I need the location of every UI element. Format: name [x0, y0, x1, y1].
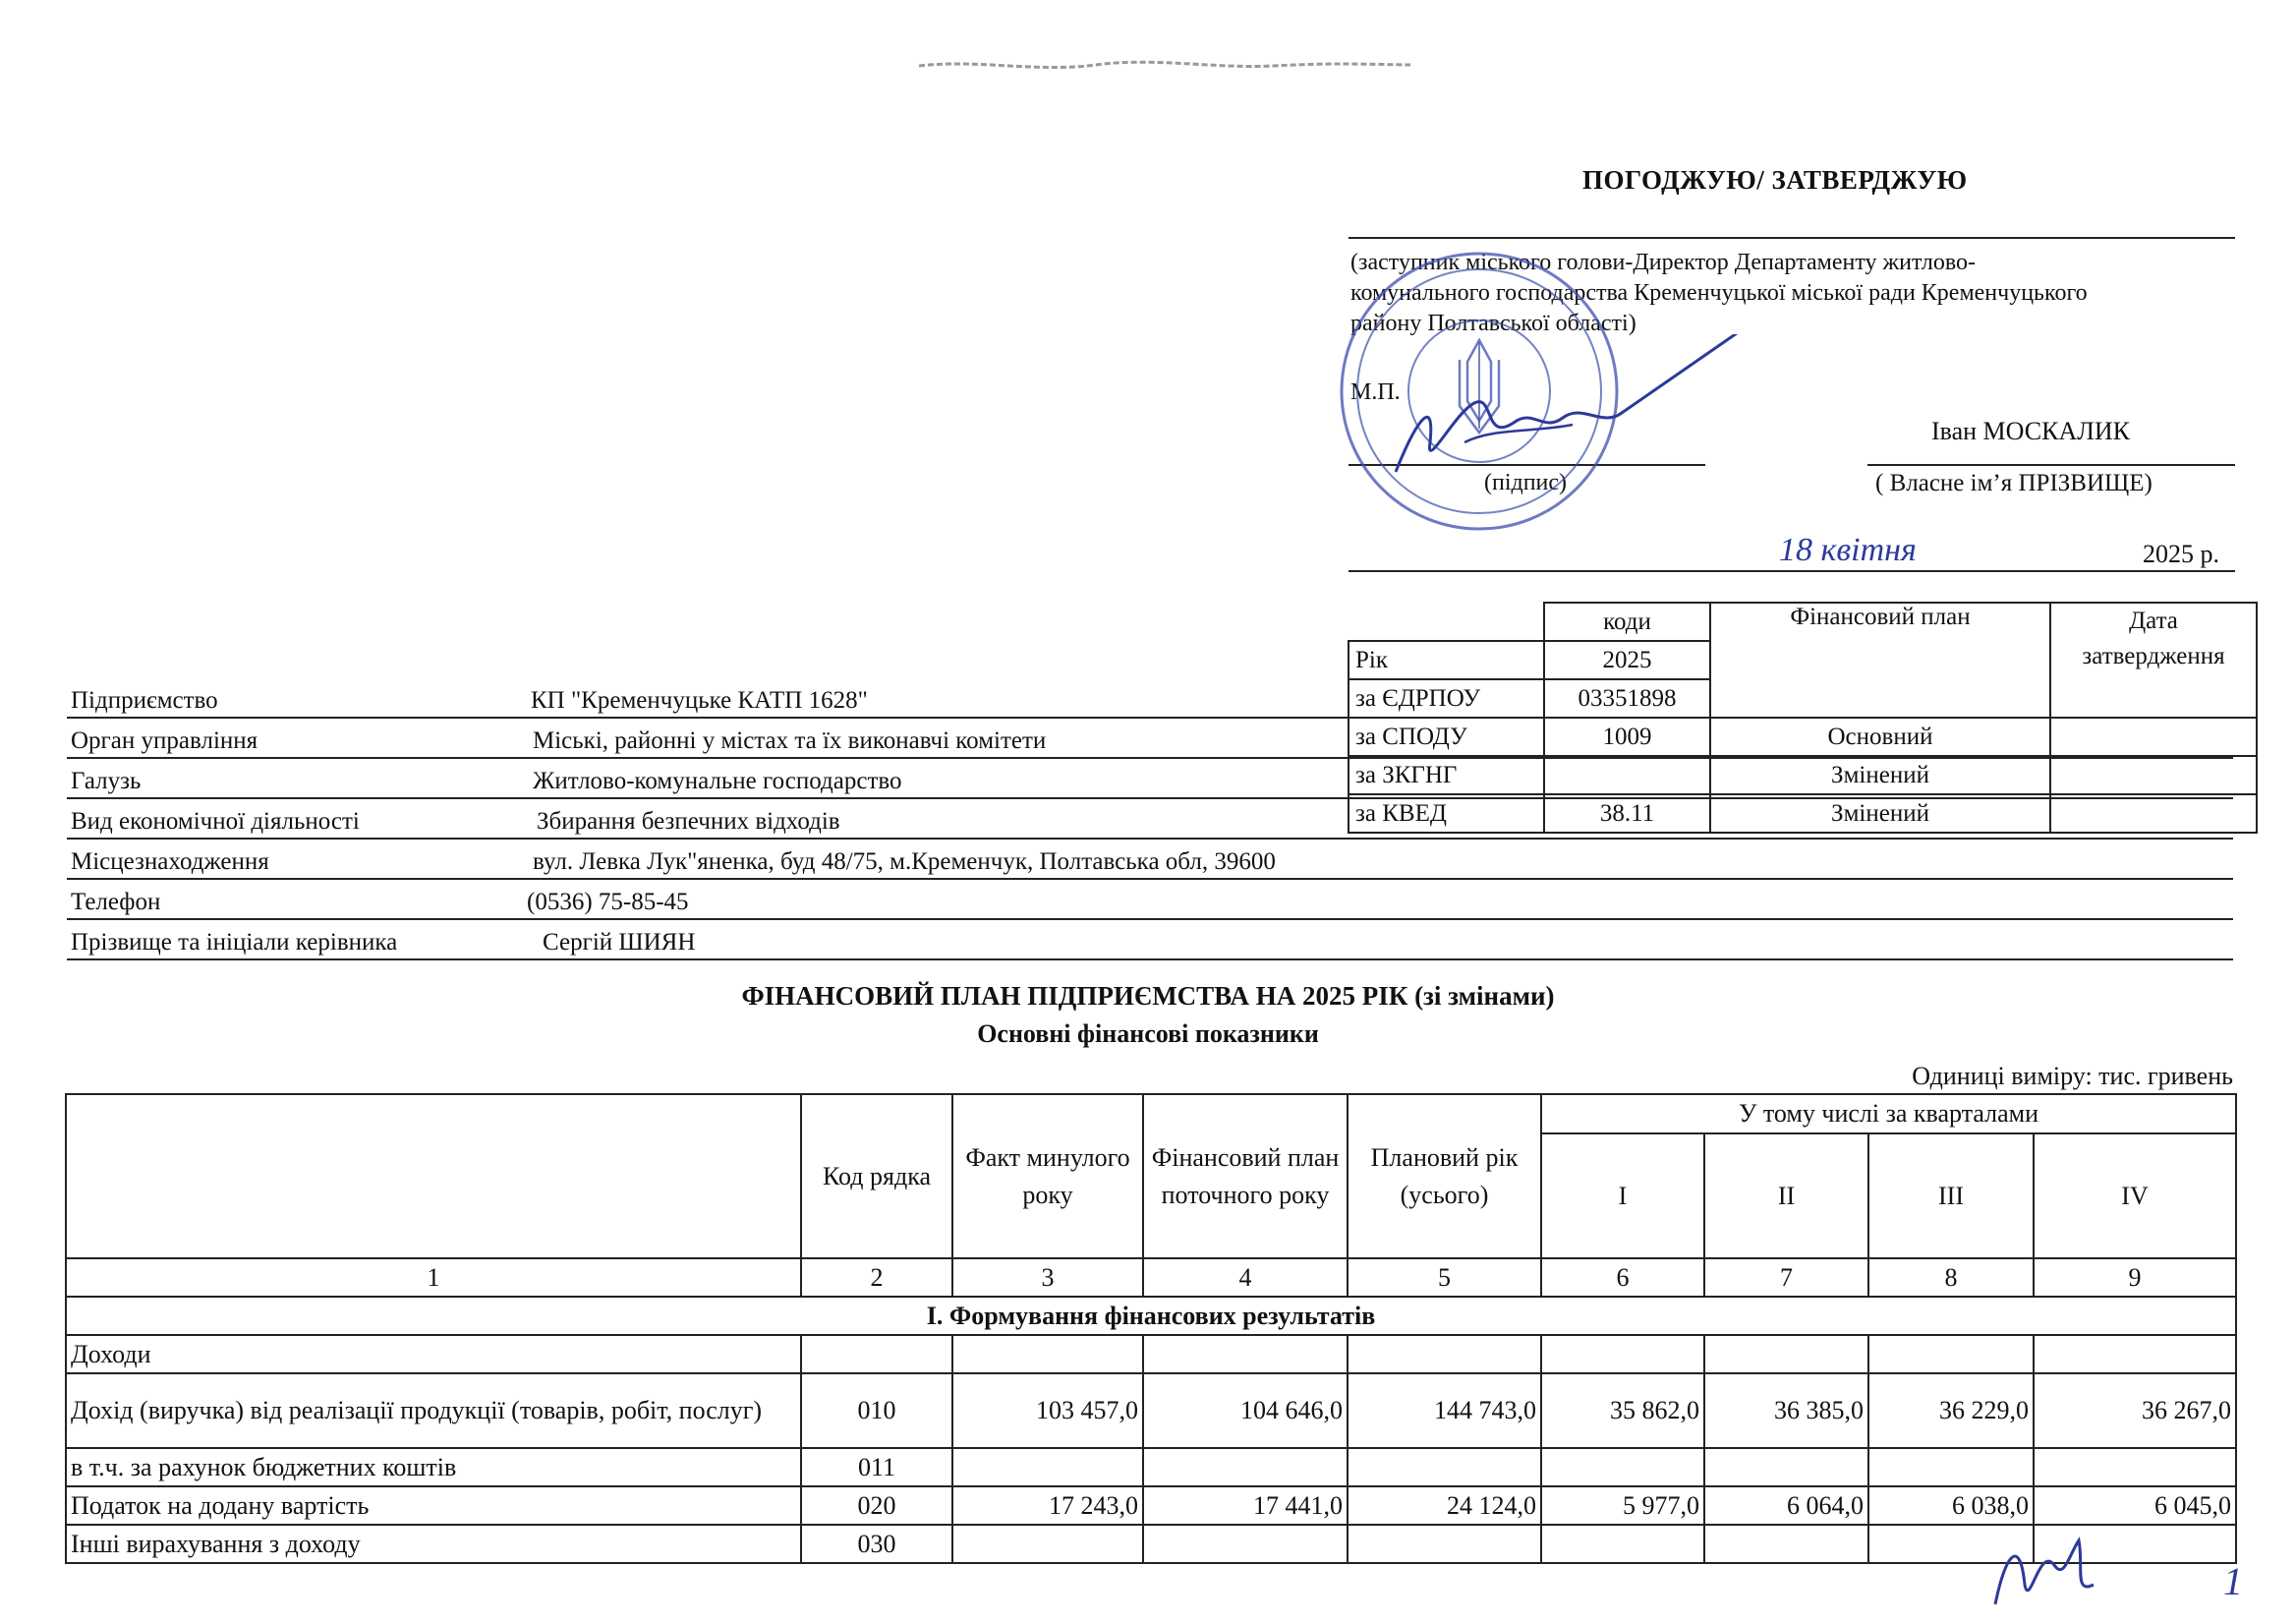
- column-number: 7: [1704, 1258, 1868, 1297]
- info-value: (0536) 75-85-45: [527, 889, 689, 915]
- column-number: 5: [1348, 1258, 1541, 1297]
- row-value: 6 045,0: [2034, 1486, 2236, 1525]
- row-name: в т.ч. за рахунок бюджетних коштів: [66, 1448, 801, 1486]
- info-value: Збирання безпечних відходів: [537, 808, 840, 835]
- plan-type: Основний: [1710, 718, 2050, 756]
- header-quarters: У тому числі за кварталами: [1541, 1094, 2236, 1133]
- date-line: [1349, 570, 2235, 572]
- units-note: Одиниці виміру: тис. гривень: [1912, 1062, 2233, 1090]
- name-caption: ( Власне ім’я ПРІЗВИЩЕ): [1875, 470, 2152, 496]
- initials-signature-icon: [1985, 1526, 2103, 1614]
- divider: [1349, 237, 2235, 239]
- divider: [1348, 678, 1349, 830]
- code-label: за КВЕД: [1349, 794, 1544, 833]
- row-value: [1348, 1448, 1541, 1486]
- header-fact: Факт минулого року: [952, 1094, 1143, 1258]
- header-code: Код рядка: [801, 1094, 952, 1258]
- document-subtitle: Основні фінансові показники: [977, 1019, 1319, 1048]
- signature-caption: (підпис): [1484, 470, 1568, 495]
- code-value: 38.11: [1544, 794, 1710, 833]
- seal-placeholder: М.П.: [1350, 379, 1401, 405]
- column-number: 6: [1541, 1258, 1704, 1297]
- plan-header: Фінансовий план: [1710, 603, 2050, 718]
- info-label: Вид економічної діяльності: [71, 808, 360, 835]
- row-value: 104 646,0: [1143, 1373, 1348, 1448]
- row-code: 030: [801, 1525, 952, 1563]
- row-value: [1868, 1448, 2034, 1486]
- info-value: КП "Кременчуцьке КАТП 1628": [531, 687, 868, 714]
- info-row-phone: [67, 880, 2233, 920]
- row-value: 17 243,0: [952, 1486, 1143, 1525]
- row-value: [1704, 1525, 1868, 1563]
- row-value: 24 124,0: [1348, 1486, 1541, 1525]
- row-value: [1541, 1448, 1704, 1486]
- info-value: Міські, районні у містах та їх виконавчі комітети: [533, 727, 1047, 754]
- info-row-director: [67, 920, 2233, 960]
- row-code: 010: [801, 1373, 952, 1448]
- handwritten-signature-icon: [1376, 334, 1750, 492]
- signer-name: Іван МОСКАЛИК: [1931, 417, 2130, 445]
- row-name: Дохід (виручка) від реалізації продукції (товарів, робіт, послуг): [66, 1373, 801, 1448]
- row-value: 103 457,0: [952, 1373, 1143, 1448]
- row-value: [2034, 1335, 2236, 1373]
- row-value: 35 862,0: [1541, 1373, 1704, 1448]
- table-row: [66, 1448, 2236, 1486]
- section-row: [66, 1297, 2236, 1335]
- row-name: Інші вирахування з доходу: [66, 1525, 801, 1563]
- codes-header: коди: [1544, 603, 1710, 641]
- info-value: Сергій ШИЯН: [543, 929, 696, 956]
- column-number: 9: [2034, 1258, 2236, 1297]
- info-label: Телефон: [71, 889, 161, 915]
- row-value: [1704, 1448, 1868, 1486]
- table-row: [66, 1373, 2236, 1448]
- row-value: 144 743,0: [1348, 1373, 1541, 1448]
- info-label: Прізвище та ініціали керівника: [71, 929, 398, 956]
- row-value: [1348, 1335, 1541, 1373]
- scan-artifact: [919, 59, 1410, 73]
- row-value: 36 229,0: [1868, 1373, 2034, 1448]
- year-label: Рік: [1349, 641, 1544, 679]
- approval-date-header: Дата затвердження: [2050, 603, 2257, 718]
- row-value: [1143, 1448, 1348, 1486]
- row-code: [801, 1335, 952, 1373]
- row-value: 36 267,0: [2034, 1373, 2236, 1448]
- header-q4: IV: [2034, 1133, 2236, 1258]
- row-value: 36 385,0: [1704, 1373, 1868, 1448]
- table-row: [66, 1335, 2236, 1373]
- row-value: [952, 1335, 1143, 1373]
- code-label: за ЄДРПОУ: [1349, 679, 1544, 718]
- row-name: Податок на додану вартість: [66, 1486, 801, 1525]
- info-label: Підприємство: [71, 687, 218, 714]
- enterprise-info: [67, 678, 2233, 960]
- table-row: [66, 1486, 2236, 1525]
- code-label: за ЗКГНГ: [1349, 756, 1544, 794]
- row-value: [952, 1448, 1143, 1486]
- row-value: [1143, 1335, 1348, 1373]
- info-label: Галузь: [71, 768, 142, 794]
- row-value: [1541, 1335, 1704, 1373]
- row-value: [2034, 1448, 2236, 1486]
- row-value: 5 977,0: [1541, 1486, 1704, 1525]
- plan-type: Змінений: [1710, 756, 2050, 794]
- header-q2: II: [1704, 1133, 1868, 1258]
- row-value: [952, 1525, 1143, 1563]
- row-name: Доходи: [66, 1335, 801, 1373]
- info-label: Орган управління: [71, 727, 258, 754]
- header-plan-current: Фінансовий план поточного року: [1143, 1094, 1348, 1258]
- info-row-activity: [67, 799, 2233, 840]
- header-plan-year: Плановий рік (усього): [1348, 1094, 1541, 1258]
- row-code: 011: [801, 1448, 952, 1486]
- header-q1: I: [1541, 1133, 1704, 1258]
- info-value: вул. Левка Лук"яненка, буд 48/75, м.Кременчук, Полтавська обл, 39600: [533, 848, 1276, 875]
- column-number: 1: [66, 1258, 801, 1297]
- approval-title: ПОГОДЖУЮ/ ЗАТВЕРДЖУЮ: [1582, 165, 1968, 195]
- row-value: [1868, 1335, 2034, 1373]
- row-value: [1348, 1525, 1541, 1563]
- code-value: 03351898: [1544, 679, 1710, 718]
- row-value: 17 441,0: [1143, 1486, 1348, 1525]
- info-row-enterprise: [67, 678, 2233, 717]
- info-row-industry: [67, 759, 2233, 799]
- column-number: 2: [801, 1258, 952, 1297]
- column-number: 4: [1143, 1258, 1348, 1297]
- table-row: [66, 1525, 2236, 1563]
- table-header-row: [66, 1094, 2236, 1133]
- approver-position: (заступник міського голови-Директор Департаменту житлово- комунального господарства Кременчуцької міської ради Кременчуцького району Полтавської області): [1350, 250, 2088, 336]
- approval-date-handwritten: 18 квітня: [1779, 532, 1917, 568]
- row-value: [1704, 1335, 1868, 1373]
- page-number: 1: [2223, 1559, 2243, 1603]
- header-indicator: [66, 1094, 801, 1258]
- plan-type: Змінений: [1710, 794, 2050, 833]
- row-value: [1143, 1525, 1348, 1563]
- info-value: Житлово-комунальне господарство: [533, 768, 902, 794]
- info-row-location: [67, 840, 2233, 880]
- info-label: Місцезнаходження: [71, 848, 269, 875]
- section-title: І. Формування фінансових результатів: [66, 1297, 2236, 1335]
- name-line: [1867, 464, 2235, 466]
- year-value: 2025: [1544, 641, 1710, 679]
- code-label: за СПОДУ: [1349, 718, 1544, 756]
- code-value: 1009: [1544, 718, 1710, 756]
- financial-indicators-table: [65, 1093, 2237, 1564]
- document-title: ФІНАНСОВИЙ ПЛАН ПІДПРИЄМСТВА НА 2025 РІК (зі змінами): [741, 981, 1555, 1011]
- column-number: 3: [952, 1258, 1143, 1297]
- row-code: 020: [801, 1486, 952, 1525]
- column-number-row: [66, 1258, 2236, 1297]
- approval-date-year: 2025 р.: [2143, 540, 2219, 568]
- row-value: 6 064,0: [1704, 1486, 1868, 1525]
- column-number: 8: [1868, 1258, 2034, 1297]
- info-row-authority: [67, 717, 2233, 759]
- header-q3: III: [1868, 1133, 2034, 1258]
- row-value: 6 038,0: [1868, 1486, 2034, 1525]
- row-value: [1541, 1525, 1704, 1563]
